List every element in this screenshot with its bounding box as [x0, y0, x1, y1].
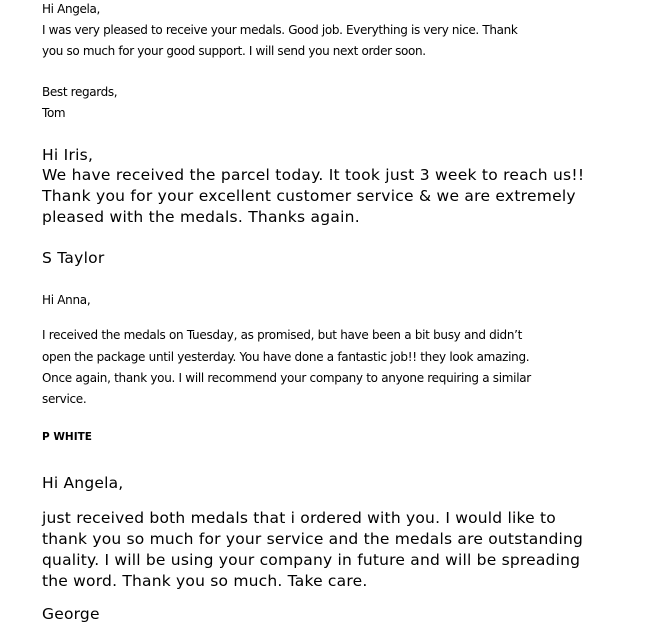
message-line: I received the medals on Tuesday, as promised, but have been a bit busy and didn’t [42, 328, 523, 342]
message-line: We have received the parcel today. It took just 3 week to reach us!! [42, 166, 585, 184]
message-line: the word. Thank you so much. Take care. [42, 572, 368, 590]
signature: George [42, 605, 100, 623]
message-line: service. [42, 392, 87, 406]
signature: P WHITE [42, 431, 92, 443]
greeting: Hi Iris, [42, 146, 94, 164]
message-line: I was very pleased to receive your medals. Good job. Everything is very nice. Thank [42, 23, 518, 37]
message-line: Thank you for your excellent customer service & we are extremely [42, 187, 576, 205]
message-line: pleased with the medals. Thanks again. [42, 208, 360, 226]
message-line: Once again, thank you. I will recommend your company to anyone requiring a similar [42, 371, 531, 385]
closing: Best regards, [42, 85, 118, 99]
message-line: thank you so much for your service and the medals are outstanding [42, 530, 584, 548]
message-line: quality. I will be using your company in future and will be spreading [42, 551, 581, 569]
signature: S Taylor [42, 249, 105, 267]
message-line: open the package until yesterday. You have done a fantastic job!! they look amazing. [42, 350, 530, 364]
signature: Tom [42, 106, 66, 120]
greeting: Hi Angela, [42, 2, 100, 16]
message-line: you so much for your good support. I will send you next order soon. [42, 44, 426, 58]
greeting: Hi Anna, [42, 293, 91, 307]
message-line: just received both medals that i ordered with you. I would like to [42, 509, 556, 527]
greeting: Hi Angela, [42, 474, 124, 492]
